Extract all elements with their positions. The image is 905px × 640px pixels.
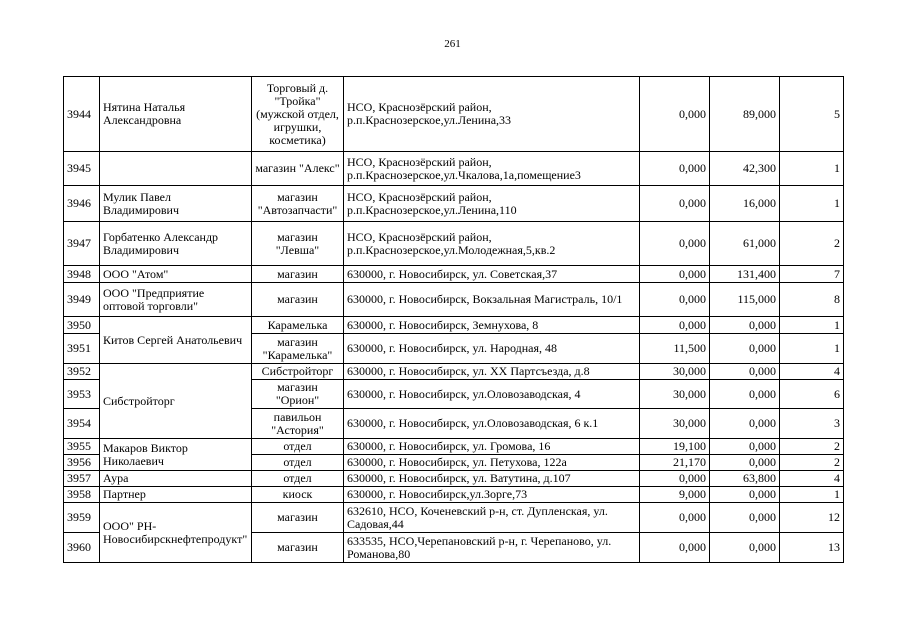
value-2: 0,000 [710,364,780,380]
address: 632610, НСО, Коченевский р-н, ст. Дупленская, ул. Садовая,44 [344,503,640,533]
table-row [64,152,844,186]
row-number: 3946 [64,186,100,222]
table-row [64,283,844,317]
shop-type: Карамелька [252,317,344,334]
value-2: 0,000 [710,380,780,409]
value-3: 5 [780,77,844,152]
shop-type: магазин [252,533,344,563]
value-1: 0,000 [640,222,710,266]
shop-type: магазин [252,503,344,533]
value-3: 12 [780,503,844,533]
value-3: 13 [780,533,844,563]
row-number: 3958 [64,487,100,503]
address: 630000, г. Новосибирск, Вокзальная Магистраль, 10/1 [344,283,640,317]
registry-table [63,76,844,563]
table-row [64,77,844,152]
table-row [64,364,844,380]
value-1: 9,000 [640,487,710,503]
row-number: 3956 [64,455,100,471]
owner-name: Аура [100,471,252,487]
value-1: 30,000 [640,409,710,439]
value-2: 0,000 [710,317,780,334]
value-1: 0,000 [640,471,710,487]
table-row [64,222,844,266]
address: 630000, г. Новосибирск, ул. Петухова, 122а [344,455,640,471]
value-3: 4 [780,471,844,487]
value-2: 115,000 [710,283,780,317]
row-number: 3953 [64,380,100,409]
value-2: 0,000 [710,487,780,503]
shop-type: киоск [252,487,344,503]
value-3: 1 [780,186,844,222]
value-2: 131,400 [710,266,780,283]
table-row [64,266,844,283]
value-2: 0,000 [710,334,780,364]
shop-type: магазин "Орион" [252,380,344,409]
shop-type: магазин "Алекс" [252,152,344,186]
value-3: 7 [780,266,844,283]
page-number: 261 [444,38,461,50]
value-3: 8 [780,283,844,317]
address: 630000, г. Новосибирск, ул. Ватутина, д.107 [344,471,640,487]
value-1: 0,000 [640,152,710,186]
owner-name: Макаров Виктор Николаевич [100,439,252,471]
value-1: 21,170 [640,455,710,471]
shop-type: магазин "Левша" [252,222,344,266]
row-number: 3948 [64,266,100,283]
row-number: 3954 [64,409,100,439]
shop-type: магазин [252,283,344,317]
value-3: 2 [780,222,844,266]
value-1: 0,000 [640,533,710,563]
value-1: 30,000 [640,380,710,409]
shop-type: отдел [252,439,344,455]
owner-name [100,152,252,186]
value-1: 0,000 [640,317,710,334]
address: 630000, г. Новосибирск, ул. Народная, 48 [344,334,640,364]
address: 630000, г. Новосибирск, ул.Оловозаводская, 6 к.1 [344,409,640,439]
address: НСО, Краснозёрский район, р.п.Краснозерское,ул.Молодежная,5,кв.2 [344,222,640,266]
address: 630000, г. Новосибирск, ул.Оловозаводская, 4 [344,380,640,409]
value-1: 0,000 [640,503,710,533]
owner-name: ООО "Атом" [100,266,252,283]
owner-name: ООО "Предприятие оптовой торговли" [100,283,252,317]
shop-type: павильон "Астория" [252,409,344,439]
value-1: 19,100 [640,439,710,455]
address: НСО, Краснозёрский район, р.п.Краснозерское,ул.Ленина,110 [344,186,640,222]
row-number: 3949 [64,283,100,317]
row-number: 3955 [64,439,100,455]
owner-name: Горбатенко Александр Владимирович [100,222,252,266]
value-2: 89,000 [710,77,780,152]
value-3: 2 [780,439,844,455]
owner-name: Партнер [100,487,252,503]
shop-type: магазин [252,266,344,283]
row-number: 3957 [64,471,100,487]
row-number: 3960 [64,533,100,563]
row-number: 3944 [64,77,100,152]
shop-type: магазин "Карамелька" [252,334,344,364]
shop-type: Торговый д. "Тройка" (мужской отдел, игрушки, косметика) [252,77,344,152]
row-number: 3951 [64,334,100,364]
value-3: 6 [780,380,844,409]
value-3: 3 [780,409,844,439]
value-2: 0,000 [710,455,780,471]
table-row [64,471,844,487]
shop-type: магазин "Автозапчасти" [252,186,344,222]
value-1: 0,000 [640,77,710,152]
owner-name: Нятина Наталья Александровна [100,77,252,152]
address: 630000, г. Новосибирск, ул. Советская,37 [344,266,640,283]
row-number: 3952 [64,364,100,380]
table-row [64,439,844,455]
address: НСО, Краснозёрский район, р.п.Краснозерское,ул.Чкалова,1а,помещение3 [344,152,640,186]
table-row [64,503,844,533]
value-2: 61,000 [710,222,780,266]
shop-type: отдел [252,471,344,487]
value-2: 63,800 [710,471,780,487]
value-1: 0,000 [640,266,710,283]
value-2: 0,000 [710,503,780,533]
address: 630000, г. Новосибирск, Земнухова, 8 [344,317,640,334]
owner-name: Китов Сергей Анатольевич [100,317,252,364]
owner-name: ООО" РН-Новосибирскнефтепродукт" [100,503,252,563]
table-row [64,186,844,222]
value-3: 4 [780,364,844,380]
value-2: 0,000 [710,533,780,563]
row-number: 3959 [64,503,100,533]
value-3: 2 [780,455,844,471]
value-3: 1 [780,487,844,503]
owner-name: Сибстройторг [100,364,252,439]
shop-type: Сибстройторг [252,364,344,380]
value-3: 1 [780,334,844,364]
row-number: 3947 [64,222,100,266]
address: 633535, НСО,Черепановский р-н, г. Черепаново, ул. Романова,80 [344,533,640,563]
table-row [64,487,844,503]
table-row [64,317,844,334]
value-2: 42,300 [710,152,780,186]
row-number: 3945 [64,152,100,186]
value-2: 16,000 [710,186,780,222]
address: 630000, г. Новосибирск, ул. XX Партсъезда, д.8 [344,364,640,380]
owner-name: Мулик Павел Владимирович [100,186,252,222]
value-1: 11,500 [640,334,710,364]
value-3: 1 [780,152,844,186]
value-3: 1 [780,317,844,334]
value-2: 0,000 [710,439,780,455]
value-1: 0,000 [640,186,710,222]
address: 630000, г. Новосибирск, ул. Громова, 16 [344,439,640,455]
value-1: 0,000 [640,283,710,317]
shop-type: отдел [252,455,344,471]
address: НСО, Краснозёрский район, р.п.Краснозерское,ул.Ленина,33 [344,77,640,152]
row-number: 3950 [64,317,100,334]
value-2: 0,000 [710,409,780,439]
value-1: 30,000 [640,364,710,380]
address: 630000, г. Новосибирск,ул.Зорге,73 [344,487,640,503]
